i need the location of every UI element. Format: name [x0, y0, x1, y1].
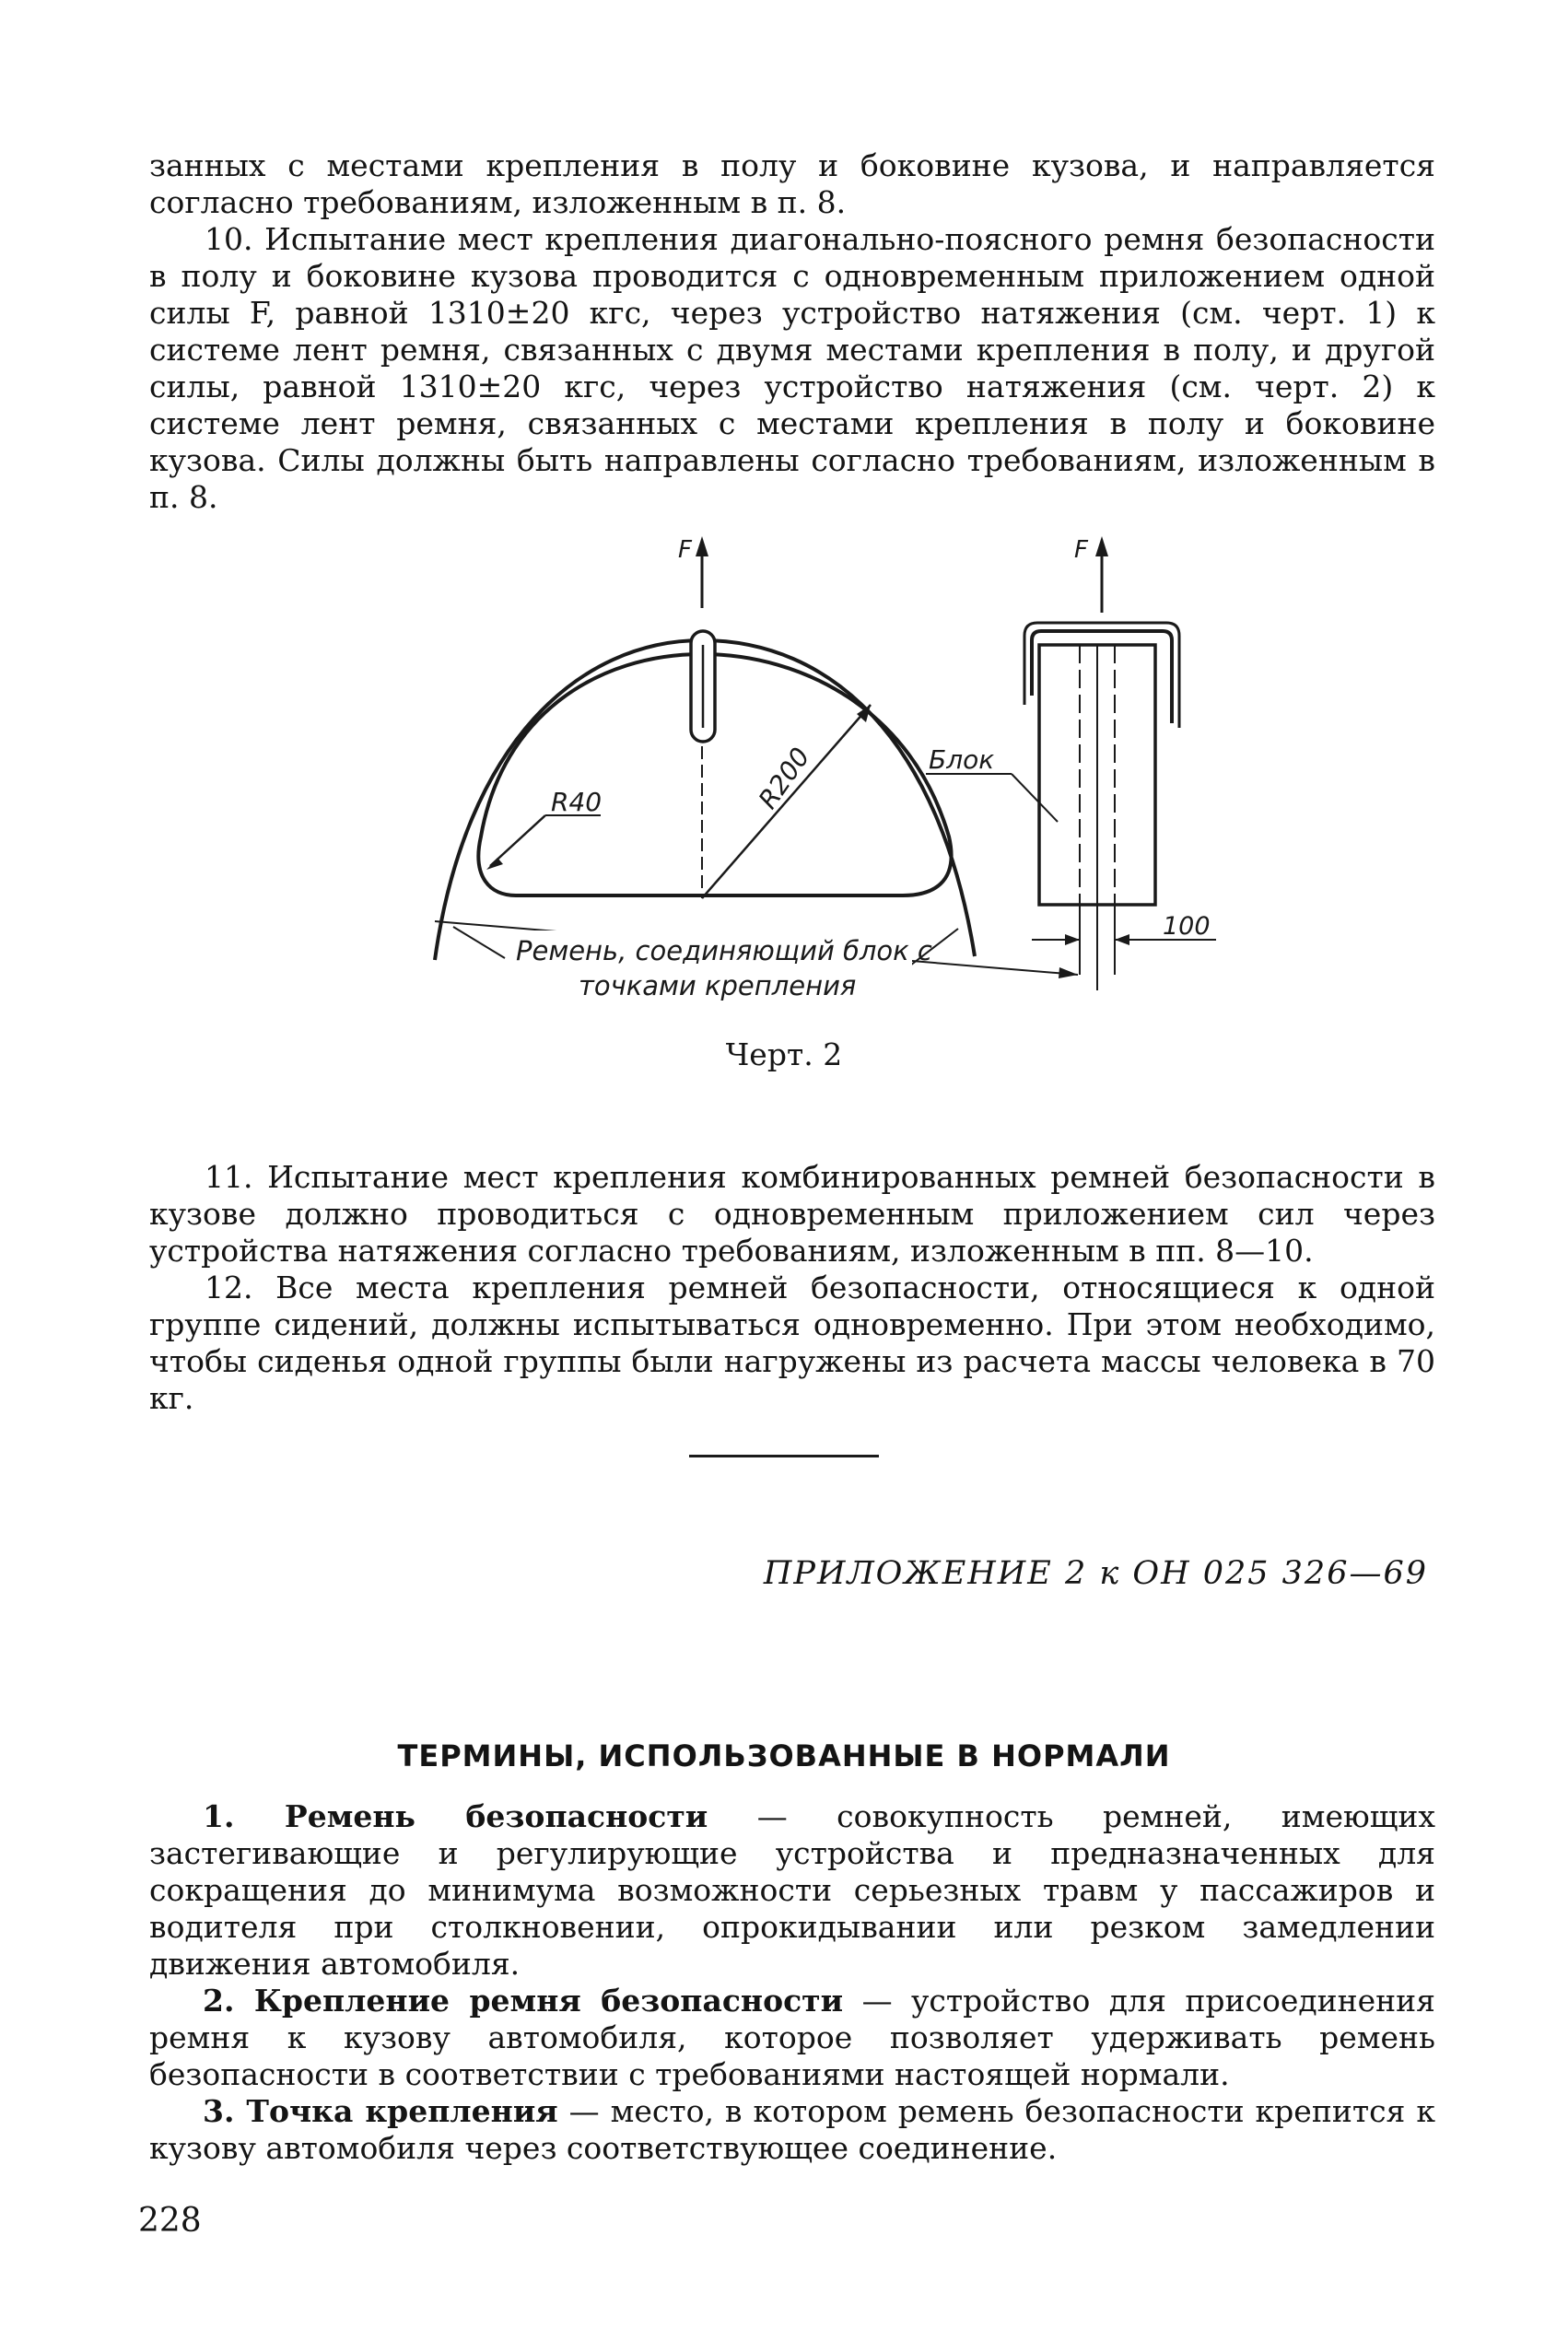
mid-text-block	[149, 1159, 1435, 1417]
belt-label-line2: точками крепления	[579, 970, 857, 1001]
term-item	[149, 2093, 1435, 2167]
paragraph-12: 12. Все места крепления ремней безопасности, относящиеся к одной группе сидений, должны испытываться одновременно. При этом необходимо, чтобы сиденья одной группы были нагружены из расчета массы человека в 70 кг.	[149, 1270, 1435, 1416]
arrowhead-icon	[696, 536, 708, 556]
terms-list	[149, 1798, 1435, 2167]
paragraph-11: 11. Испытание мест крепления комбинированных ремней безопасности в кузове должно проводиться с одновременным приложением сил через устройства натяжения согласно требованиям, изложенным в пп. 8—10.	[149, 1159, 1435, 1269]
term-definition: — совокупность ремней, имеющих застегивающие и регулирующие устройства и предназначенных для сокращения до минимума возможности серьезных травм у пассажиров и водителя при столкновении, опрокидывании или резком замедлении движения автомобиля.	[149, 1798, 1435, 1982]
terms-section-title: ТЕРМИНЫ, ИСПОЛЬЗОВАННЫЕ В НОРМАЛИ	[397, 1738, 1171, 1773]
label-r40: R40	[551, 787, 603, 817]
term-name: 1. Ремень безопасности	[203, 1798, 708, 1834]
top-text-block	[149, 147, 1435, 516]
appendix-heading: ПРИЛОЖЕНИЕ 2 к ОН 025 326—69	[763, 1555, 1428, 1592]
arrowhead-icon	[1095, 536, 1108, 556]
force-label-right: F	[1074, 536, 1088, 564]
label-r200: R200	[752, 742, 816, 815]
term-name: 3. Точка крепления	[203, 2093, 558, 2129]
label-dimension-100: 100	[1163, 912, 1211, 941]
radius-line-r40	[490, 815, 545, 866]
paragraph-continuation: занных с местами крепления в полу и боковине кузова, и направляется согласно требованиям, изложенным в п. 8.	[149, 147, 1435, 220]
term-definition: — устройство для присоединения ремня к кузову автомобиля, которое позволяет удерживать ремень безопасности в соответствии с требованиями настоящей нормали.	[149, 1983, 1435, 2092]
drawing-2	[405, 516, 1253, 1124]
belt-label-line1: Ремень, соединяющий блок с	[516, 935, 932, 966]
term-item	[149, 1798, 1435, 1983]
label-block: Блок	[929, 744, 995, 775]
paragraph-10: 10. Испытание мест крепления диагонально-поясного ремня безопасности в полу и боковине кузова проводится с одновременным приложением одной силы F, равной 1310±20 кгс, через устройство натяжения (см. черт. 1) к системе лент ремня, связанных с двумя местами крепления в полу, и другой силы, равной 1310±20 кгс, через устройство натяжения (см. черт. 2) к системе лент ремня, связанных с местами крепления в полу и боковине кузова. Силы должны быть направлены согласно требованиям, изложенным в п. 8.	[149, 221, 1435, 515]
term-definition: — место, в котором ремень безопасности крепится к кузову автомобиля через соответствующее соединение.	[149, 2093, 1435, 2166]
section-divider	[689, 1455, 879, 1457]
figure-caption: Черт. 2	[725, 1036, 843, 1072]
force-label-left: F	[678, 536, 692, 564]
page-number: 228	[138, 2202, 202, 2240]
term-name: 2. Крепление ремня безопасности	[203, 1983, 844, 2019]
term-item	[149, 1983, 1435, 2093]
